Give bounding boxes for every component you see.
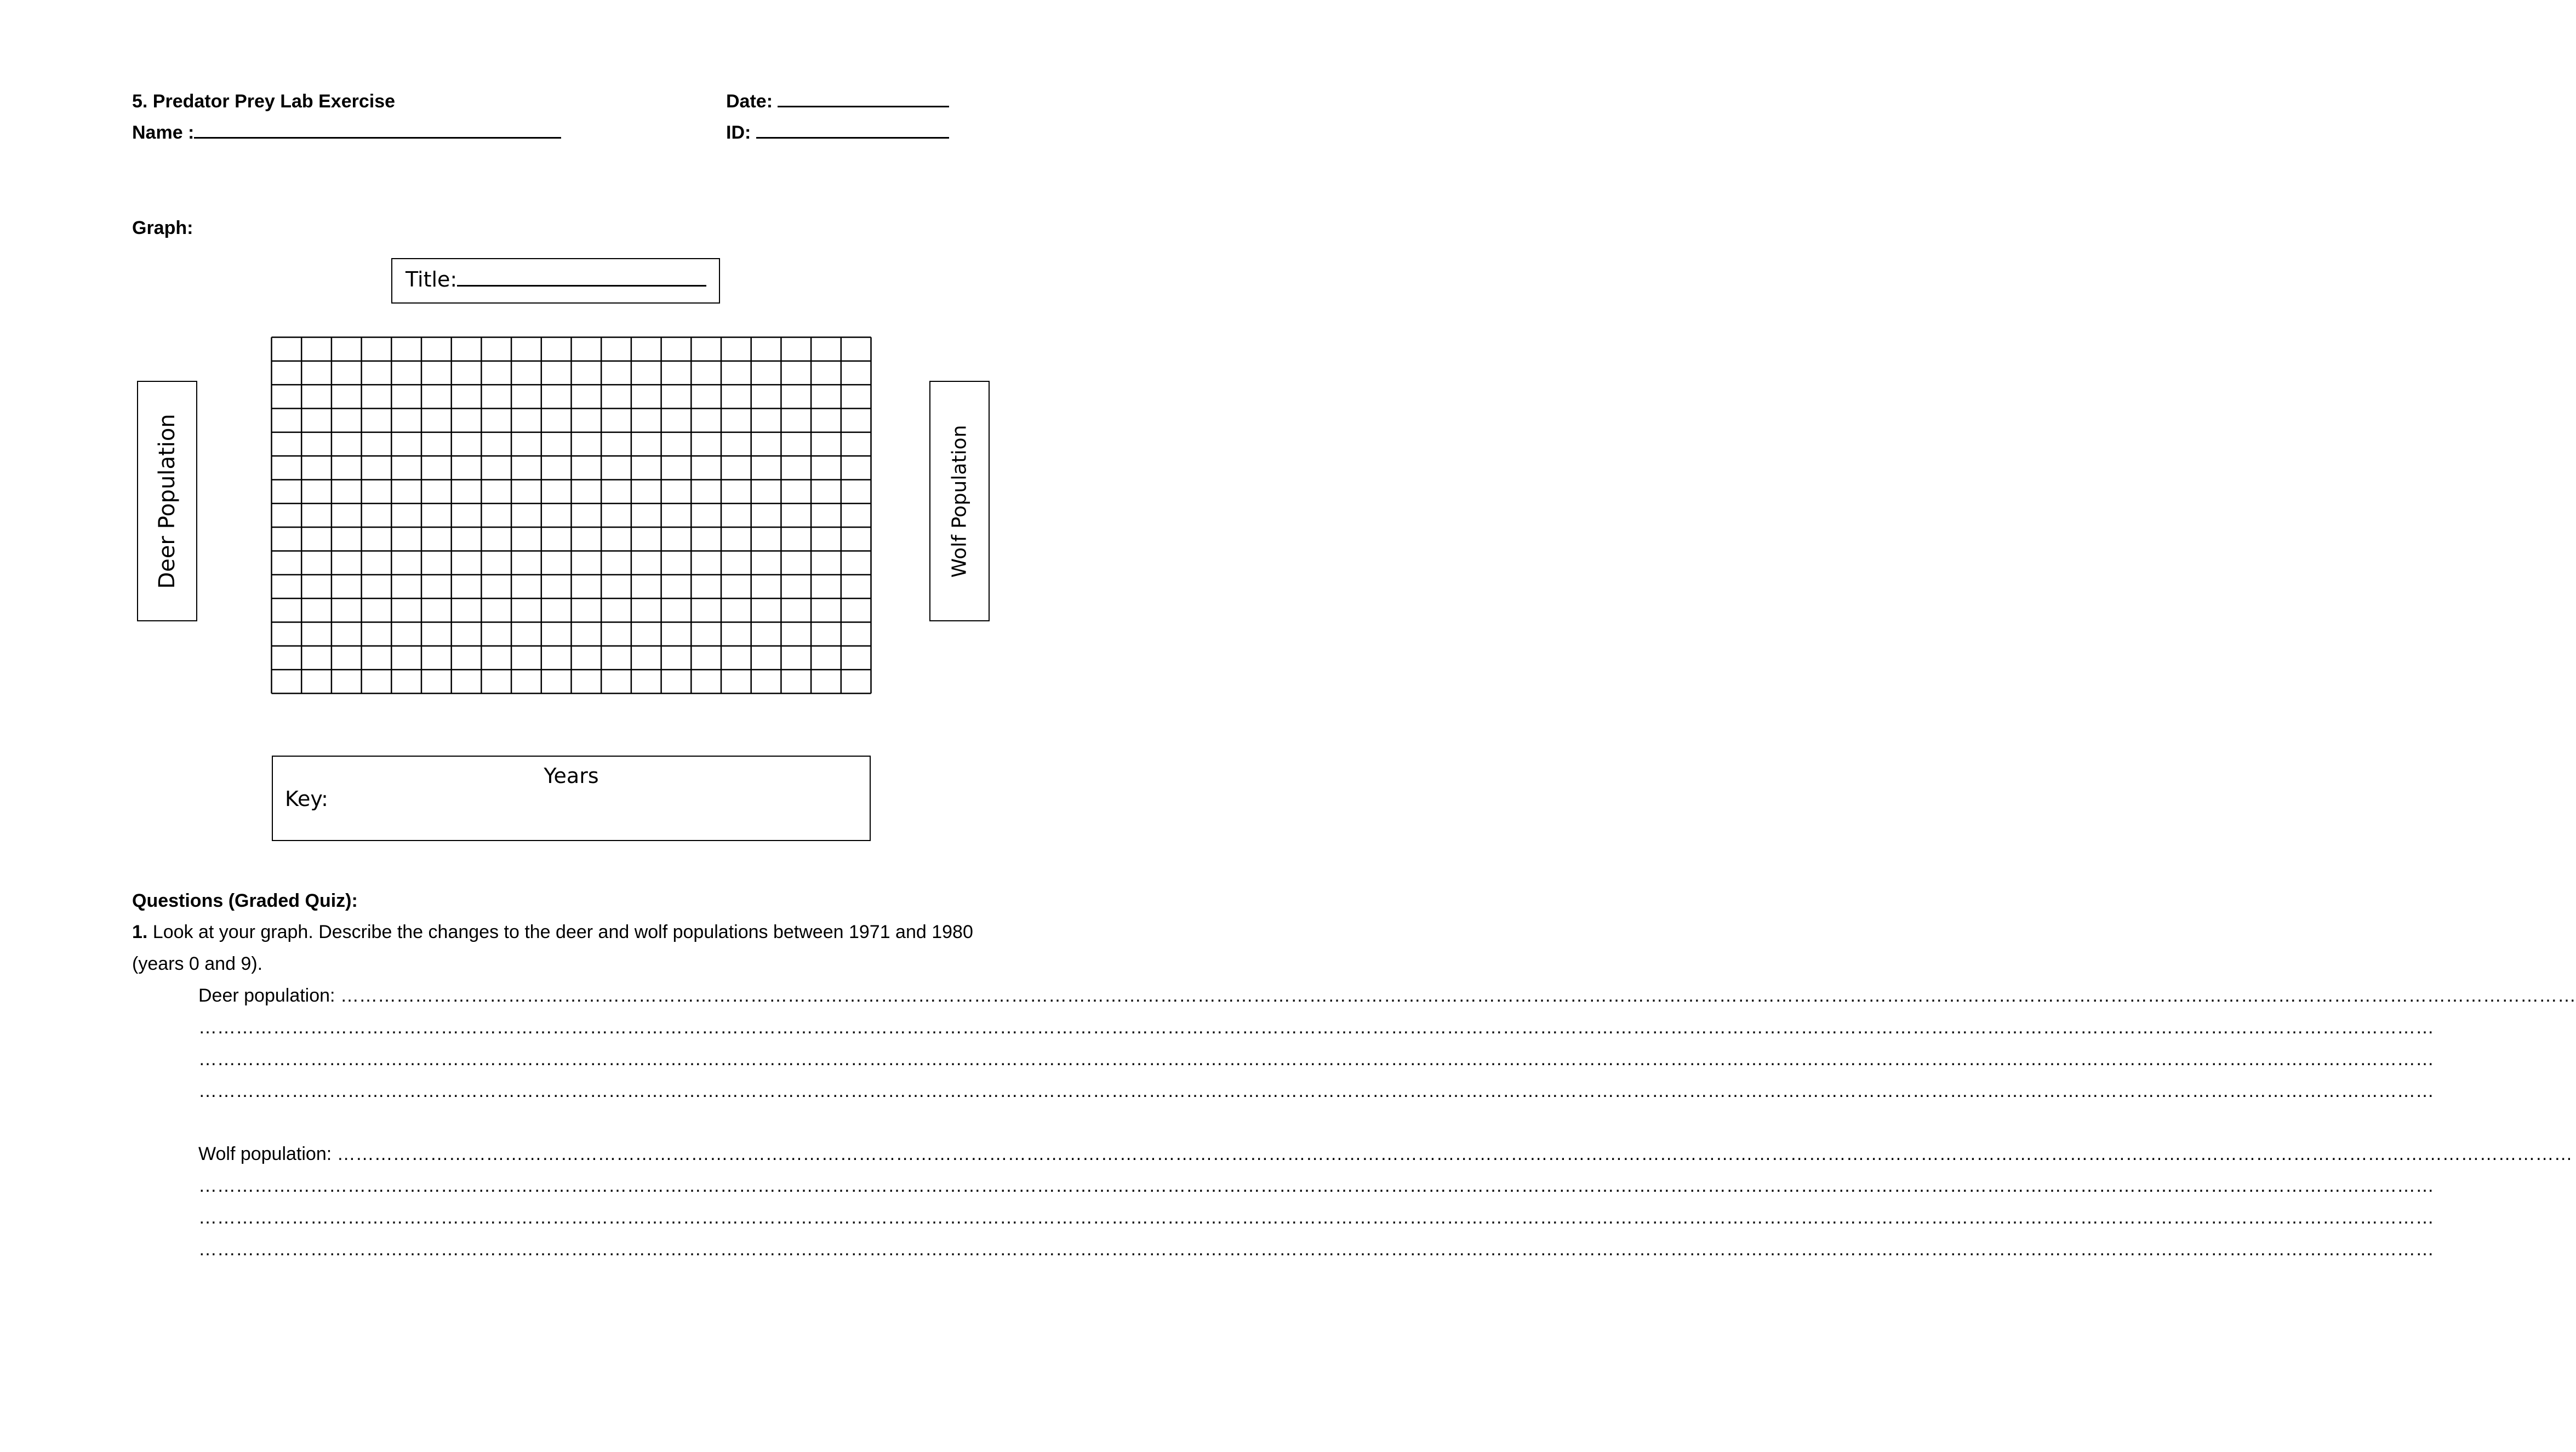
deer-population-label: Deer population: bbox=[198, 985, 340, 1006]
name-field[interactable] bbox=[194, 123, 561, 139]
id-label: ID: bbox=[726, 122, 751, 143]
wolf-axis-label: Wolf Population bbox=[948, 425, 971, 578]
graph-grid[interactable] bbox=[271, 336, 872, 694]
questions-heading: Questions (Graded Quiz): bbox=[132, 890, 358, 911]
question-1-number: 1. bbox=[132, 922, 148, 942]
worksheet-title: 5. Predator Prey Lab Exercise bbox=[132, 91, 396, 112]
dotted-line: ……………………………………………………………………………………………………………………………………………………………………………………………………………………………………………………………………………………………………………………………… bbox=[198, 1207, 2434, 1228]
dotted-line: ……………………………………………………………………………………………………………………………………………………………………………………………………………………………………………………………………………………………………………………………… bbox=[198, 1017, 2434, 1038]
deer-axis-label-box bbox=[137, 381, 197, 621]
date-label: Date: bbox=[726, 91, 773, 112]
wolf-answer-area[interactable] bbox=[198, 1138, 2573, 1265]
question-1-text: Look at your graph. Describe the changes to the deer and wolf populations between 1971 and 1980 bbox=[147, 922, 973, 942]
key-box[interactable] bbox=[272, 756, 871, 841]
date-row bbox=[726, 90, 949, 112]
wolf-axis-label-box bbox=[929, 381, 990, 621]
wolf-answer-line-1 bbox=[198, 1138, 2573, 1170]
deer-answer-area[interactable] bbox=[198, 980, 2576, 1107]
deer-axis-label: Deer Population bbox=[155, 413, 180, 589]
graph-title-label: Title: bbox=[405, 267, 458, 291]
dotted-line: ……………………………………………………………………………………………………………………………………………………………………………………………………………………………………………………………………………………………………………………………… bbox=[198, 1049, 2434, 1070]
wolf-population-label: Wolf population: bbox=[198, 1144, 337, 1164]
graph-title-blank bbox=[457, 268, 706, 287]
name-row bbox=[132, 122, 561, 144]
x-axis-label: Years bbox=[544, 764, 599, 788]
dotted-line: ……………………………………………………………………………………………………………………………………………………………………………………………………………………………………………………………………………………………………………………………… bbox=[198, 1081, 2434, 1101]
dotted-line: ……………………………………………………………………………………………………………………………………………………………………………………………………………………………………………………………………………………………………………………………… bbox=[340, 985, 2576, 1006]
deer-answer-line-1 bbox=[198, 980, 2576, 1011]
question-1-text-cont: (years 0 and 9). bbox=[132, 953, 263, 974]
key-label: Key: bbox=[285, 787, 328, 811]
graph-title-box[interactable] bbox=[391, 258, 720, 304]
id-row bbox=[726, 122, 949, 144]
id-field[interactable] bbox=[756, 123, 949, 139]
graph-title-row bbox=[405, 267, 706, 292]
name-label: Name : bbox=[132, 122, 195, 143]
date-field[interactable] bbox=[778, 92, 949, 107]
graph-section-label: Graph: bbox=[132, 218, 193, 238]
dotted-line: ……………………………………………………………………………………………………………………………………………………………………………………………………………………………………………………………………………………………………………………………… bbox=[336, 1144, 2573, 1164]
dotted-line: ……………………………………………………………………………………………………………………………………………………………………………………………………………………………………………………………………………………………………………………………… bbox=[198, 1175, 2434, 1196]
dotted-line: ……………………………………………………………………………………………………………………………………………………………………………………………………………………………………………………………………………………………………………………………… bbox=[198, 1239, 2434, 1260]
question-1 bbox=[132, 916, 973, 948]
